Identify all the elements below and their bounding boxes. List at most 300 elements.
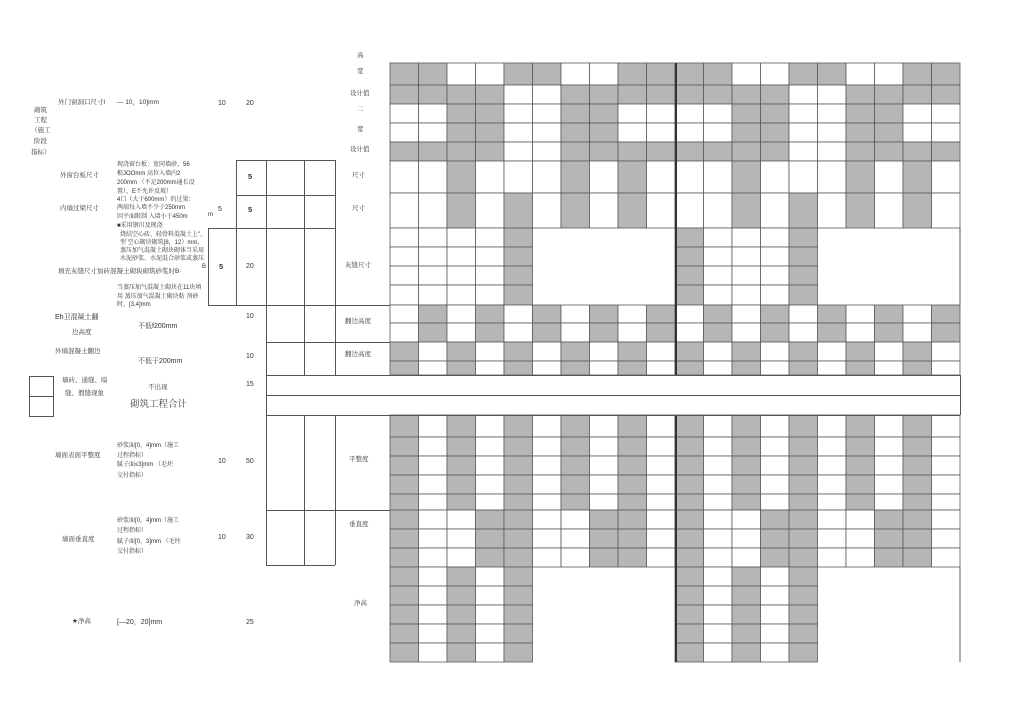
- measurement-cell: [390, 247, 419, 266]
- flatness-standard: 交付指标）: [117, 473, 148, 479]
- measurement-cell: [476, 266, 505, 285]
- shaded-cell: [590, 104, 619, 123]
- measurement-cell: [533, 342, 562, 361]
- measurement-cell: [732, 247, 761, 266]
- measurement-cell: [561, 529, 590, 548]
- shaded-cell: [932, 85, 961, 104]
- subtotal-label: 砌筑工程合计: [130, 399, 188, 410]
- measurement-cell: [818, 85, 847, 104]
- measurement-cell: [789, 123, 818, 142]
- measurement-cell: [476, 567, 505, 586]
- rule-line: [960, 375, 961, 415]
- shaded-cell: [504, 567, 533, 586]
- measurement-cell: [704, 586, 733, 605]
- measurement-cell: [761, 456, 790, 475]
- shaded-cell: [789, 643, 818, 662]
- shaded-cell: [590, 305, 619, 323]
- rule-line: [266, 160, 267, 565]
- shaded-cell: [732, 437, 761, 456]
- measurement-cell: [932, 415, 961, 437]
- measurement-cell: [704, 510, 733, 529]
- measurement-cell: [533, 142, 562, 161]
- shaded-cell: [789, 285, 818, 305]
- flatness-standard: 腻子面≤3]mm （毛坯: [117, 462, 173, 468]
- measurement-cell: [932, 510, 961, 529]
- measurement-cell: [704, 266, 733, 285]
- shaded-cell: [789, 494, 818, 510]
- shaded-cell: [704, 63, 733, 85]
- measurement-cell: [476, 475, 505, 494]
- shaded-cell: [447, 456, 476, 475]
- shaded-cell: [789, 342, 818, 361]
- shaded-cell: [789, 247, 818, 266]
- measurement-cell: [533, 510, 562, 529]
- measurement-cell: [818, 456, 847, 475]
- rule-line: [304, 415, 305, 565]
- shaded-cell: [846, 85, 875, 104]
- measurement-cell: [704, 123, 733, 142]
- measurement-cell: [846, 323, 875, 342]
- measurement-cell: [419, 456, 448, 475]
- shaded-cell: [447, 85, 476, 104]
- measurement-cell: [419, 285, 448, 305]
- measurement-cell: [818, 361, 847, 375]
- measurement-cell: [761, 586, 790, 605]
- shaded-cell: [675, 342, 704, 361]
- shaded-cell: [789, 228, 818, 247]
- window-sill-standard: 现浇窗台板：宽同墙砂，56: [117, 162, 190, 168]
- shaded-cell: [390, 548, 419, 567]
- measurement-cell: [846, 305, 875, 323]
- shaded-cell: [476, 305, 505, 323]
- measurement-cell: [618, 104, 647, 123]
- shaded-cell: [504, 643, 533, 662]
- window-sill-item: 外窗台板尺寸: [60, 172, 99, 179]
- measurement-cell: [704, 361, 733, 375]
- shaded-cell: [561, 193, 590, 228]
- shaded-cell: [390, 63, 419, 85]
- shaded-cell: [447, 142, 476, 161]
- toilet-curb-item: 边高度: [72, 329, 92, 336]
- shaded-cell: [561, 342, 590, 361]
- shaded-cell: [789, 586, 818, 605]
- window-sill-standard: 根JOOmm 高位入墙内2: [117, 171, 181, 177]
- measurement-cell: [761, 415, 790, 437]
- measurement-cell: [732, 529, 761, 548]
- door-window-standard: — 10，10]mm: [117, 99, 159, 106]
- shaded-cell: [447, 123, 476, 142]
- shaded-cell: [704, 323, 733, 342]
- measure-label: 垂直度: [349, 521, 369, 528]
- brick-joints-standard: 不出现: [148, 384, 168, 391]
- measurement-cell: [732, 323, 761, 342]
- shaded-cell: [732, 456, 761, 475]
- checkbox-cell: [29, 376, 54, 397]
- shaded-cell: [647, 63, 676, 85]
- measurement-cell: [504, 142, 533, 161]
- measurement-cell: [447, 228, 476, 247]
- measurement-cell: [761, 475, 790, 494]
- shaded-cell: [504, 228, 533, 247]
- shaded-cell: [846, 415, 875, 437]
- verticality-standard: 过程指标）: [117, 528, 148, 534]
- shaded-cell: [675, 415, 704, 437]
- measurement-cell: [932, 548, 961, 567]
- shaded-cell: [761, 529, 790, 548]
- shaded-cell: [875, 85, 904, 104]
- mortar-joint-standard: 当蒸压加气混凝土砌块在11块填: [117, 285, 202, 291]
- shaded-cell: [903, 63, 932, 85]
- measurement-cell: [419, 228, 448, 247]
- shaded-cell: [561, 161, 590, 193]
- shaded-cell: [846, 193, 875, 228]
- measurement-cell: [476, 161, 505, 193]
- flatness-standard: 过程指标）: [117, 453, 148, 459]
- measurement-cell: [533, 161, 562, 193]
- measurement-cell: [647, 123, 676, 142]
- mortar-joint-item: 填充灰缝尺寸加砖混凝土砌块砌筑砂浆时B·: [58, 268, 182, 275]
- measurement-cell: [504, 85, 533, 104]
- shaded-cell: [789, 529, 818, 548]
- rule-line: [335, 415, 336, 565]
- window-sill-standard: 200mm （不足200mm通长设: [117, 180, 195, 186]
- lintel-standard: 4口（大于600mm）的过梁：: [117, 197, 195, 203]
- shaded-cell: [789, 415, 818, 437]
- lintel-item: 内墙过梁尺寸: [60, 205, 99, 212]
- measurement-cell: [647, 415, 676, 437]
- shaded-cell: [476, 323, 505, 342]
- measurement-cell: [675, 305, 704, 323]
- shaded-cell: [675, 437, 704, 456]
- shaded-cell: [590, 323, 619, 342]
- measurement-cell: [504, 123, 533, 142]
- shaded-cell: [903, 142, 932, 161]
- measurement-cell: [419, 475, 448, 494]
- measurement-cell: [533, 548, 562, 567]
- shaded-cell: [675, 510, 704, 529]
- rule-line: [304, 160, 305, 375]
- measurement-cell: [875, 494, 904, 510]
- measurement-cell: [390, 104, 419, 123]
- shaded-cell: [903, 548, 932, 567]
- shaded-cell: [903, 415, 932, 437]
- net-height-standard: [—20，20]mm: [117, 619, 163, 626]
- shaded-cell: [419, 323, 448, 342]
- shaded-cell: [846, 437, 875, 456]
- verticality-item: 墙面垂直度: [62, 536, 95, 543]
- shaded-cell: [903, 529, 932, 548]
- measurement-cell: [504, 104, 533, 123]
- shaded-cell: [390, 437, 419, 456]
- measurement-cell: [419, 494, 448, 510]
- measurement-cell: [390, 193, 419, 228]
- shaded-cell: [590, 529, 619, 548]
- measurement-cell: [390, 323, 419, 342]
- shaded-cell: [476, 104, 505, 123]
- measurement-cell: [447, 548, 476, 567]
- shaded-cell: [504, 193, 533, 228]
- measurement-cell: [647, 342, 676, 361]
- shaded-cell: [675, 643, 704, 662]
- rule-line: [208, 228, 209, 305]
- shaded-cell: [504, 266, 533, 285]
- shaded-cell: [390, 456, 419, 475]
- shaded-cell: [390, 567, 419, 586]
- measurement-cell: [818, 104, 847, 123]
- shaded-cell: [390, 494, 419, 510]
- measurement-cell: [761, 605, 790, 624]
- toilet-curb-score: 10: [246, 313, 254, 320]
- shaded-cell: [647, 305, 676, 323]
- measurement-cell: [647, 456, 676, 475]
- shaded-cell: [789, 456, 818, 475]
- measurement-cell: [704, 228, 733, 247]
- shaded-cell: [732, 624, 761, 643]
- shaded-cell: [476, 510, 505, 529]
- measurement-cell: [704, 193, 733, 228]
- net-height-item: ★净高: [72, 618, 91, 625]
- shaded-cell: [618, 510, 647, 529]
- flatness-points: 10: [218, 458, 226, 465]
- shaded-cell: [846, 456, 875, 475]
- shaded-cell: [761, 85, 790, 104]
- measure-label: 平整度: [349, 456, 369, 463]
- measurement-cell: [761, 437, 790, 456]
- measurement-cell: [419, 123, 448, 142]
- shaded-cell: [932, 323, 961, 342]
- measurement-cell: [590, 161, 619, 193]
- measurement-cell: [419, 643, 448, 662]
- shaded-cell: [675, 494, 704, 510]
- shaded-cell: [903, 85, 932, 104]
- rule-line: [236, 160, 335, 161]
- shaded-cell: [789, 624, 818, 643]
- shaded-cell: [390, 85, 419, 104]
- measurement-cell: [476, 494, 505, 510]
- measurement-cell: [704, 104, 733, 123]
- measurement-cell: [704, 567, 733, 586]
- shaded-cell: [476, 85, 505, 104]
- measurement-cell: [732, 510, 761, 529]
- measurement-cell: [390, 305, 419, 323]
- measurement-cell: [561, 63, 590, 85]
- shaded-cell: [590, 510, 619, 529]
- flatness-score: 50: [246, 458, 254, 465]
- shaded-cell: [504, 605, 533, 624]
- section-label-line: 阶段: [34, 138, 47, 145]
- shaded-cell: [590, 142, 619, 161]
- shaded-cell: [932, 63, 961, 85]
- shaded-cell: [447, 494, 476, 510]
- shaded-cell: [504, 494, 533, 510]
- measure-label: 宽: [357, 126, 364, 133]
- shaded-cell: [761, 123, 790, 142]
- shaded-cell: [875, 323, 904, 342]
- shaded-cell: [675, 361, 704, 375]
- mortar-joint-standard: 烧结空心砖、轻骨料混凝土上"、: [120, 232, 207, 238]
- shaded-cell: [447, 193, 476, 228]
- measurement-cell: [761, 342, 790, 361]
- measurement-cell: [504, 305, 533, 323]
- measurement-cell: [419, 624, 448, 643]
- measure-label: 设计值: [350, 90, 370, 97]
- flatness-standard: 砂浆面[0，4]mm（施工: [117, 443, 180, 449]
- shaded-cell: [561, 475, 590, 494]
- measurement-cell: [419, 529, 448, 548]
- shaded-cell: [732, 605, 761, 624]
- measurement-cell: [476, 361, 505, 375]
- measurement-cell: [761, 266, 790, 285]
- shaded-cell: [932, 305, 961, 323]
- mortar-joint-standard: 水泥砂浆、水泥混合砂浆或蒸压: [120, 256, 205, 262]
- measurement-cell: [447, 63, 476, 85]
- measurement-cell: [419, 266, 448, 285]
- verticality-standard: 砂浆面[0，4]mm（施工: [117, 518, 180, 524]
- shaded-cell: [476, 123, 505, 142]
- measurement-cell: [390, 161, 419, 193]
- measurement-cell: [561, 548, 590, 567]
- measurement-cell: [561, 510, 590, 529]
- measurement-cell: [647, 437, 676, 456]
- shaded-cell: [818, 305, 847, 323]
- shaded-cell: [675, 285, 704, 305]
- window-sill-standard: 置），E不允许反坡）: [117, 189, 173, 195]
- measurement-cell: [704, 643, 733, 662]
- shaded-cell: [818, 63, 847, 85]
- measure-label: 宽: [357, 68, 364, 75]
- brick-joints-score: 15: [246, 381, 254, 388]
- measurement-cell: [789, 142, 818, 161]
- section-label-line: 工程: [34, 117, 47, 124]
- section-label-line: 砌筑: [34, 107, 47, 114]
- shaded-cell: [846, 475, 875, 494]
- measurement-cell: [903, 104, 932, 123]
- measurement-cell: [761, 567, 790, 586]
- measurement-cell: [390, 228, 419, 247]
- shaded-cell: [732, 567, 761, 586]
- measurement-cell: [533, 104, 562, 123]
- mortar-joint-standard: B: [202, 264, 207, 270]
- measurement-cell: [447, 266, 476, 285]
- measurement-cell: [590, 437, 619, 456]
- shaded-cell: [789, 361, 818, 375]
- shaded-cell: [732, 104, 761, 123]
- shaded-cell: [789, 475, 818, 494]
- measurement-cell: [504, 161, 533, 193]
- shaded-cell: [704, 305, 733, 323]
- net-height-score: 25: [246, 619, 254, 626]
- shaded-cell: [732, 123, 761, 142]
- measurement-cell: [647, 193, 676, 228]
- rule-line: [335, 160, 336, 375]
- measure-label: 翻边高度: [345, 318, 371, 325]
- shaded-cell: [675, 266, 704, 285]
- shaded-cell: [504, 475, 533, 494]
- shaded-cell: [618, 85, 647, 104]
- measurement-cell: [590, 361, 619, 375]
- shaded-cell: [675, 228, 704, 247]
- shaded-cell: [390, 605, 419, 624]
- shaded-cell: [846, 361, 875, 375]
- shaded-cell: [675, 548, 704, 567]
- lintel-standard: ■采用钢川及现浇: [117, 223, 163, 229]
- shaded-cell: [761, 142, 790, 161]
- shaded-cell: [875, 548, 904, 567]
- shaded-cell: [789, 266, 818, 285]
- shaded-cell: [903, 342, 932, 361]
- measurement-cell: [447, 510, 476, 529]
- measurement-cell: [903, 323, 932, 342]
- door-window-score: 20: [246, 100, 254, 107]
- measurement-cell: [476, 415, 505, 437]
- measurement-cell: [618, 305, 647, 323]
- measurement-cell: [419, 510, 448, 529]
- shaded-cell: [447, 567, 476, 586]
- measurement-cell: [476, 193, 505, 228]
- measurement-cell: [818, 475, 847, 494]
- measurement-cell: [818, 510, 847, 529]
- shaded-cell: [390, 361, 419, 375]
- measurement-cell: [419, 548, 448, 567]
- shaded-cell: [732, 361, 761, 375]
- shaded-cell: [675, 63, 704, 85]
- shaded-cell: [504, 456, 533, 475]
- measurement-cell: [533, 85, 562, 104]
- measurement-cell: [818, 548, 847, 567]
- measurement-cell: [875, 193, 904, 228]
- measurement-cell: [761, 247, 790, 266]
- shaded-cell: [504, 285, 533, 305]
- measurement-cell: [818, 193, 847, 228]
- shaded-cell: [447, 624, 476, 643]
- measurement-cell: [704, 494, 733, 510]
- shaded-cell: [618, 456, 647, 475]
- shaded-cell: [390, 529, 419, 548]
- measurement-cell: [476, 456, 505, 475]
- measurement-cell: [875, 456, 904, 475]
- shaded-cell: [419, 63, 448, 85]
- measure-label: 灰缝尺寸: [345, 262, 371, 269]
- shaded-cell: [504, 342, 533, 361]
- measurement-cell: [476, 605, 505, 624]
- mortar-joint-standard: 型 空心砌块砌筑[8，12）mm，: [120, 240, 204, 246]
- lintel-standard: m: [208, 212, 213, 218]
- toilet-curb-item: Eh卫混凝土翻: [55, 314, 99, 321]
- measurement-cell: [419, 342, 448, 361]
- measurement-cell: [476, 624, 505, 643]
- shaded-cell: [675, 624, 704, 643]
- shaded-cell: [390, 342, 419, 361]
- shaded-cell: [390, 510, 419, 529]
- measurement-cell: [647, 104, 676, 123]
- lintel-standard: 两端每入墙不少于250mm: [117, 205, 186, 211]
- measurement-cell: [647, 475, 676, 494]
- shaded-cell: [704, 85, 733, 104]
- mortar-joint-standard: 用 蒸压加气混凝土砌块粘 剂砂: [117, 294, 199, 300]
- shaded-cell: [561, 123, 590, 142]
- measurement-cell: [761, 193, 790, 228]
- measurement-cell: [419, 437, 448, 456]
- measurement-cell: [732, 548, 761, 567]
- shaded-cell: [447, 342, 476, 361]
- shaded-cell: [476, 548, 505, 567]
- measurement-cell: [647, 510, 676, 529]
- shaded-cell: [561, 494, 590, 510]
- measurement-cell: [789, 323, 818, 342]
- measurement-cell: [932, 456, 961, 475]
- measurement-cell: [419, 605, 448, 624]
- shaded-cell: [675, 586, 704, 605]
